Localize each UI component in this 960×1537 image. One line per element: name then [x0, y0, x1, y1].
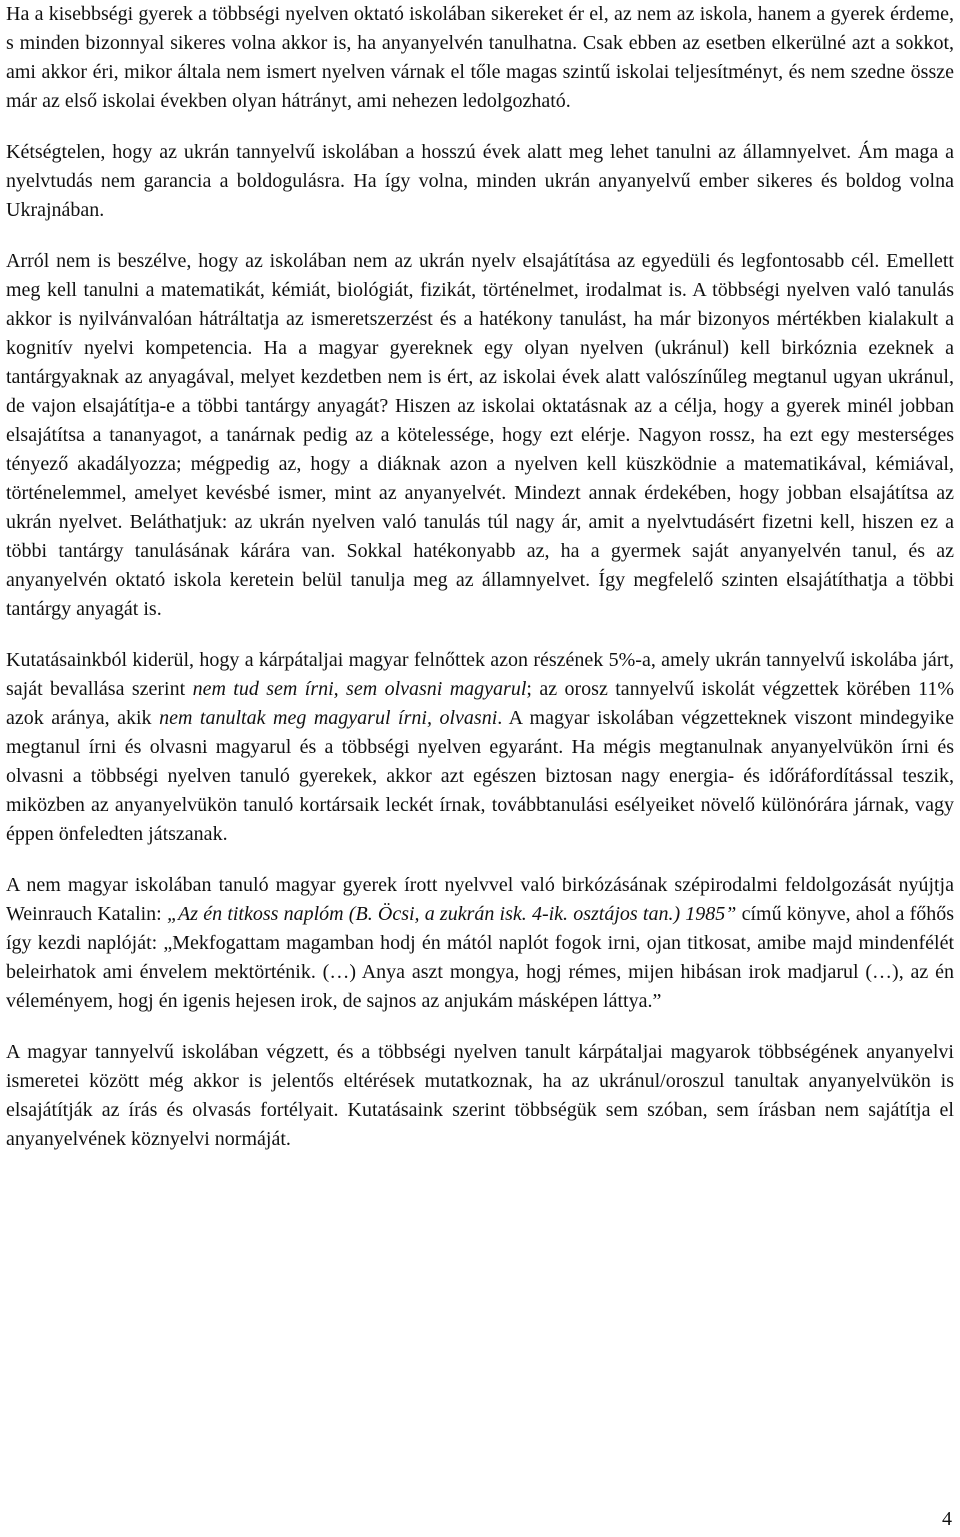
paragraph-3: [6, 247, 954, 624]
paragraph-text: Ha a kisebbségi gyerek a többségi nyelven oktató iskolában sikereket ér el, az nem az iskola, hanem a gyerek érdeme, s minden bizonnyal sikeres volna akkor is, ha anyanyelvén tanulhatna. Csak ebben az esetben elkerülné azt a sokkot, ami akkor éri, mikor általa nem ismert nyelven várnak el tőle magas szintű iskolai teljesítményt, és nem szedne össze már az első iskolai években olyan hátrányt, ami nehezen ledolgozható.: [6, 3, 954, 112]
paragraph-text: Arról nem is beszélve, hogy az iskolában nem az ukrán nyelv elsajátítása az egyedüli és legfontosabb cél. Emellett meg kell tanulni a matematikát, kémiát, biológiát, fizikát, történelmet, irodalmat is. A többségi nyelven való tanulás akkor is nyilvánvalóan hátráltatja az ismeretszerzést és a hatékony tanulást, ha már bizonyos mértékben kialakult a kognitív nyelvi kompetencia. Ha a magyar gyereknek egy olyan nyelven (ukránul) kell birkóznia ezeknek a tantárgyaknak az anyagával, melyet kezdetben nem is ért, az iskolai évek alatt valószínűleg megtanul ugyan ukránul, de vajon elsajátítja-e a többi tantárgy anyagát? Hiszen az iskolai oktatásnak az a célja, hogy a gyerek minél jobban elsajátítsa a tananyagot, a tanárnak pedig az a kötelessége, hogy ezt elérje. Nagyon rossz, ha ezt egy mesterséges tényező akadályozza; mégpedig az, hogy a diáknak azon a nyelven kell küszködnie a matematikával, kémiával, történelemmel, amelyet kevésbé ismer, mint az anyanyelvét. Mindezt annak érdekében, hogy jobban elsajátítsa az ukrán nyelvet. Beláthatjuk: az ukrán nyelven való tanulás túl nagy ár, amit a nyelvtudásért fizetni kell, hiszen ez a többi tantárgy tanulásának kárára van. Sokkal hatékonyabb az, ha a gyermek saját anyanyelvén tanul, és az anyanyelvén oktató iskola keretein belül tanulja meg az államnyelvet. Így megfelelő szinten elsajátíthatja a többi tantárgy anyagát is.: [6, 250, 954, 620]
italic-quote: nem tud sem írni, sem olvasni magyarul: [192, 678, 527, 700]
paragraph-4: [6, 646, 954, 849]
page-number: 4: [942, 1508, 952, 1530]
paragraph-5: [6, 871, 954, 1016]
paragraph-text: ; az orosz tannyelvű iskolát végzettek körében 11% azok aránya, akik: [6, 678, 954, 729]
paragraph-text: . A magyar iskolában végzetteknek viszont mindegyike megtanul írni és olvasni magyarul és a többségi nyelven egyaránt. Ha mégis megtanulnak anyanyelvükön írni és olvasni a többségi nyelven tanuló gyerekek, akkor azt egészen biztosan nagy energia- és időráfordítással teszik, miközben az anyanyelvükön tanuló kortársaik leckét írnak, továbbtanulási esélyeiket növelő különórára járnak, vagy éppen önfeledten játszanak.: [6, 707, 954, 845]
book-title: „Az én titkoss naplóm (B. Öcsi, a zukrán isk. 4-ik. osztájos tan.) 1985”: [166, 903, 737, 925]
document-page: [6, 0, 954, 1154]
paragraph-1: [6, 0, 954, 116]
paragraph-text: A nem magyar iskolában tanuló magyar gyerek írott nyelvvel való birkózásának szépirodalmi feldolgozását nyújtja Weinrauch Katalin:: [6, 874, 954, 925]
paragraph-text: Kétségtelen, hogy az ukrán tannyelvű iskolában a hosszú évek alatt meg lehet tanulni az államnyelvet. Ám maga a nyelvtudás nem garancia a boldogulásra. Ha így volna, minden ukrán anyanyelvű ember sikeres és boldog volna Ukrajnában.: [6, 141, 954, 221]
italic-quote: nem tanultak meg magyarul írni, olvasni: [159, 707, 498, 729]
paragraph-text: Kutatásainkból kiderül, hogy a kárpátaljai magyar felnőttek azon részének 5%-a, amely ukrán tannyelvű iskolába járt, saját bevallása szerint: [6, 649, 954, 700]
paragraph-text: című könyve, ahol a főhős így kezdi naplóját: „Mekfogattam magamban hodj én mától naplót fogok irni, ojan titkosat, amibe majd mindenfélét beleirhatok ami énvelem mektörténik. (…) Anya aszt mongya, hogj rémes, mijen hibásan irok madjarul (…), az én véleményem, hogj én igenis hejesen irok, de sajnos az anjukám másképen láttya.”: [6, 903, 955, 1012]
paragraph-2: [6, 138, 954, 225]
paragraph-text: A magyar tannyelvű iskolában végzett, és a többségi nyelven tanult kárpátaljai magyarok többségének anyanyelvi ismeretei között még akkor is jelentős eltérések mutatkoznak, ha az ukránul/oroszul tanultak anyanyelvükön is elsajátítják az írás és olvasás fortélyait. Kutatásaink szerint többségük sem szóban, sem írásban nem sajátítja el anyanyelvének köznyelvi normáját.: [6, 1041, 954, 1150]
paragraph-6: [6, 1038, 954, 1154]
